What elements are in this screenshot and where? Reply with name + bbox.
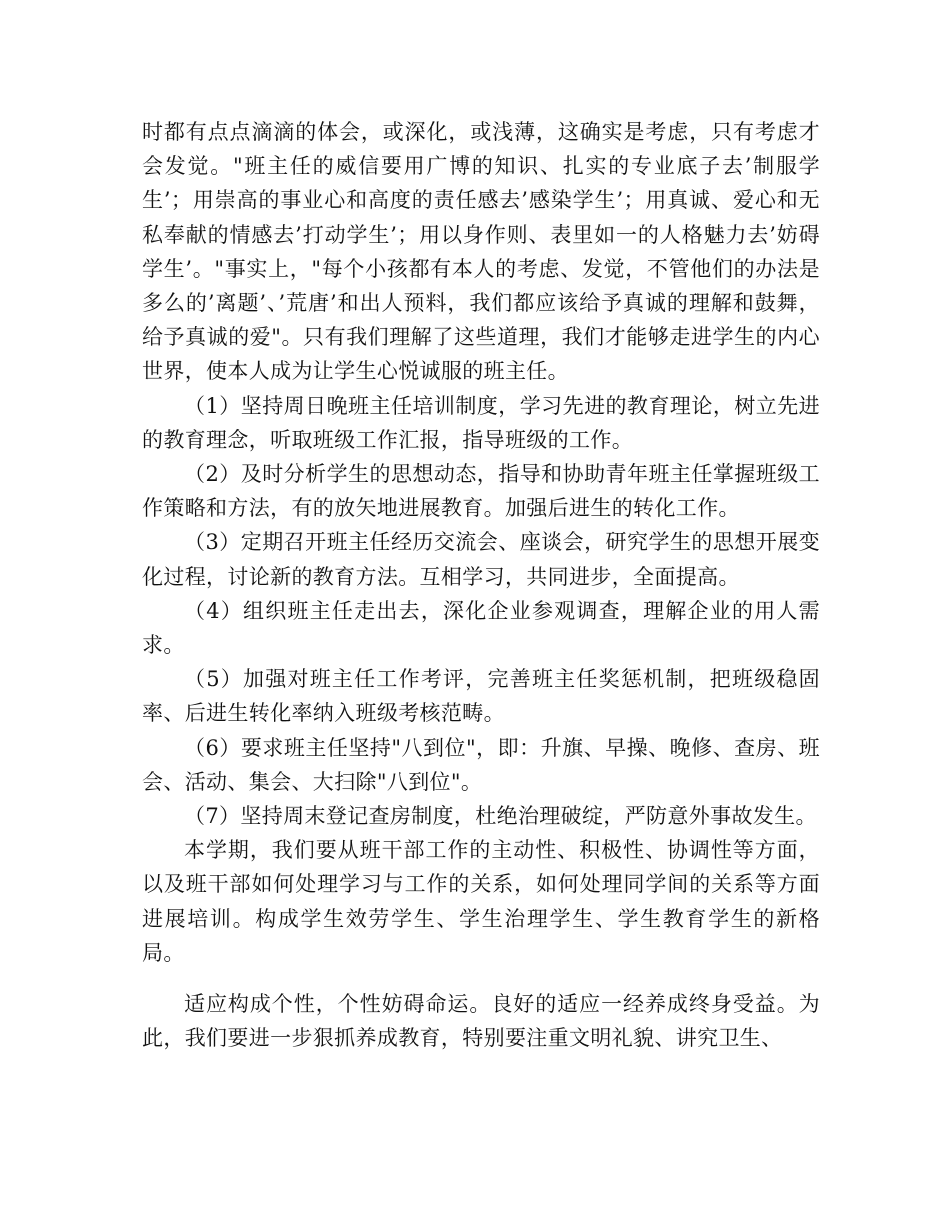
paragraph-class-cadre-training: 本学期，我们要从班干部工作的主动性、积极性、协调性等方面，以及班干部如何处理学习与工作的关系，如何处理同学间的关系等方面进展培训。构成学生效劳学生、学生治理学生、学生教育学生的新格局。: [142, 838, 820, 965]
paragraph-item-3: （3）定期召开班主任经历交流会、座谈会，研究学生的思想开展变化过程，讨论新的教育方法。互相学习，共同进步，全面提高。: [142, 530, 820, 589]
document-body: [142, 115, 820, 1055]
paragraph-item-5: （5）加强对班主任工作考评，完善班主任奖惩机制，把班级稳固率、后进生转化率纳入班级考核范畴。: [142, 667, 820, 726]
paragraph-intro-continued: 时都有点点滴滴的体会，或深化，或浅薄，这确实是考虑，只有考虑才会发觉。"班主任的威信要用广博的知识、扎实的专业底子去’制服学生’；用崇高的事业心和高度的责任感去’感染学生’；用真诚、爱心和无私奉献的情感去’打动学生’；用以身作则、表里如一的人格魅力去’妨碍学生’。"事实上，"每个小孩都有本人的考虑、发觉，不管他们的办法是多么的’离题’、’荒唐’和出人预料，我们都应该给予真诚的理解和鼓舞，给予真诚的爱"。只有我们理解了这些道理，我们才能够走进学生的内心世界，使本人成为让学生心悦诚服的班主任。: [142, 120, 820, 384]
paragraph-item-2: （2）及时分析学生的思想动态，指导和协助青年班主任掌握班级工作策略和方法，有的放矢地进展教育。加强后进生的转化工作。: [142, 462, 820, 521]
paragraph-item-6: （6）要求班主任坚持"八到位"，即：升旗、早操、晚修、查房、班会、活动、集会、大扫除"八到位"。: [142, 735, 820, 794]
paragraph-item-7: （7）坚持周末登记查房制度，杜绝治理破绽，严防意外事故发生。: [184, 804, 817, 829]
paragraph-habit-education: 适应构成个性，个性妨碍命运。良好的适应一经养成终身受益。为此，我们要进一步狠抓养成教育，特别要注重文明礼貌、讲究卫生、: [142, 992, 820, 1051]
paragraph-item-1: （1）坚持周日晚班主任培训制度，学习先进的教育理论，树立先进的教育理念，听取班级工作汇报，指导班级的工作。: [142, 393, 820, 452]
paragraph-item-4: （4）组织班主任走出去，深化企业参观调查，理解企业的用人需求。: [142, 598, 820, 658]
